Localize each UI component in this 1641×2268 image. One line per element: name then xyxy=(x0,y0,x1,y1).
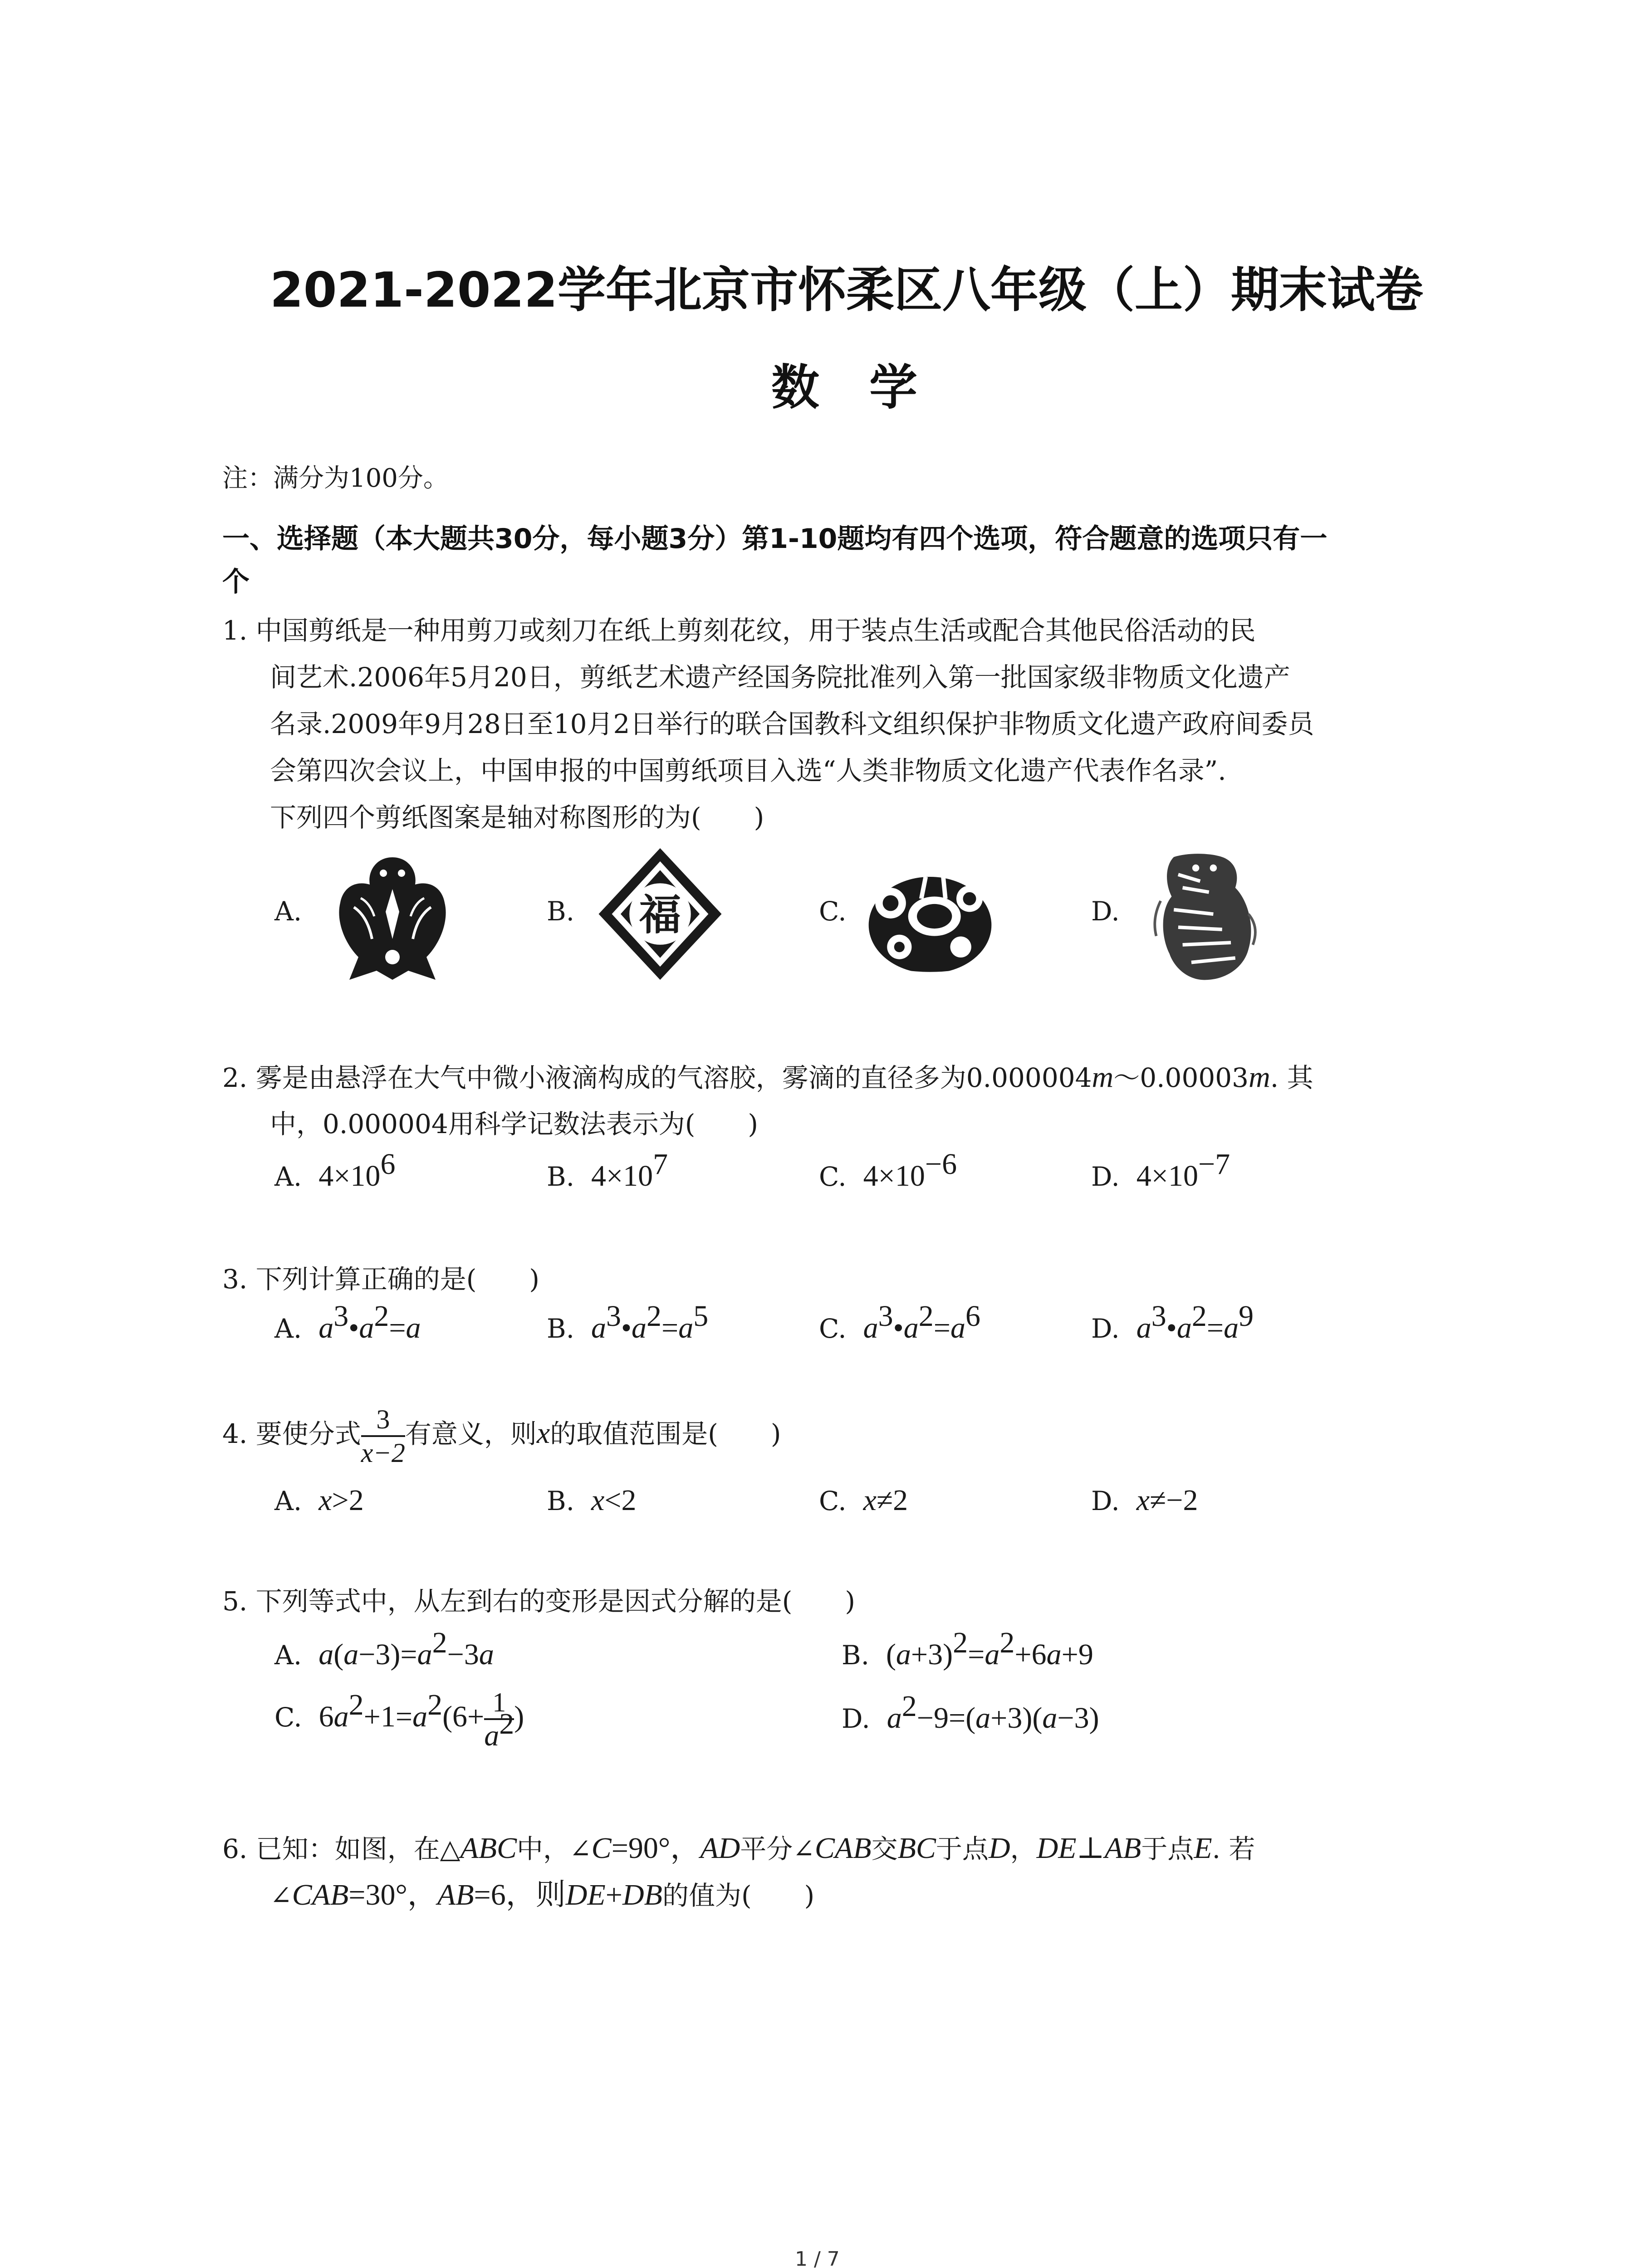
q3-option-a: A. $a^3•a^2=a$ xyxy=(274,1300,421,1344)
page-number: 1 / 7 xyxy=(795,2248,840,2268)
q4-option-c: C. x≠2 xyxy=(819,1484,908,1517)
papercut-flower-rabbit-icon xyxy=(864,848,996,984)
q4-option-b: B. x<2 xyxy=(547,1484,637,1517)
q2-option-a: A. $4\times 10^6$ xyxy=(274,1148,396,1193)
q5-option-d: D. $a^2-9=(a+3)(a-3)$ xyxy=(842,1690,1099,1735)
question-6-line-2: ∠CAB=30°，AB=6，则DE+DB的值为( ) xyxy=(270,1878,815,1911)
subject-title: 数学 xyxy=(771,360,967,415)
question-4-stem: 4. 要使分式 $\frac{3}{x-2}$ 有意义，则x的取值范围是( ) xyxy=(222,1404,781,1468)
question-1-line-5: 下列四个剪纸图案是轴对称图形的为( ) xyxy=(270,802,764,833)
q5-option-c: C. $6a^2+1=a^2(6+$ $\frac{1}{a^2}$ ) xyxy=(274,1687,524,1753)
question-1-line-1: 1. 中国剪纸是一种用剪刀或刻刀在纸上剪刻花纹，用于装点生活或配合其他民俗活动的民 xyxy=(222,615,1256,646)
q4-option-d: D. x≠−2 xyxy=(1091,1484,1198,1517)
section-heading-wrap: 个 xyxy=(222,566,250,598)
q1-option-d-label: D. xyxy=(1091,896,1120,927)
q3-option-b: B. $a^3•a^2=a^5$ xyxy=(547,1300,709,1344)
q1-option-c-label: C. xyxy=(819,896,847,927)
q4-option-a: A. x>2 xyxy=(274,1484,364,1517)
question-3-stem: 3. 下列计算正确的是( ) xyxy=(222,1264,540,1295)
page-title: 2021-2022学年北京市怀柔区八年级（上）期末试卷 xyxy=(270,262,1424,318)
papercut-fu-character: 福 xyxy=(639,890,681,939)
papercut-fu-diamond-icon xyxy=(594,846,726,982)
papercut-tiger-icon xyxy=(1139,848,1270,984)
papercut-bird-icon xyxy=(327,848,458,984)
q2-option-d: D. $4\times 10^{-7}$ xyxy=(1091,1148,1230,1193)
q1-option-a-label: A. xyxy=(274,896,302,927)
question-1-line-4: 会第四次会议上，中国申报的中国剪纸项目入选“人类非物质文化遗产代表作名录”. xyxy=(270,755,1226,786)
q2-option-c: C. $4\times 10^{-6}$ xyxy=(819,1148,957,1193)
question-2-line-1: 2. 雾是由悬浮在大气中微小液滴构成的气溶胶，雾滴的直径多为0.000004m～0.00003m. 其 xyxy=(222,1061,1313,1094)
q2-option-b: B. $4\times 10^7$ xyxy=(547,1148,668,1193)
score-note: 注：满分为100分。 xyxy=(222,464,449,493)
q5-option-b: B. $(a+3)^2=a^2+6a+9$ xyxy=(842,1626,1093,1671)
q4-fraction: $\frac{3}{x-2}$ xyxy=(361,1404,405,1468)
question-1-line-3: 名录.2009年9月28日至10月2日举行的联合国教科文组织保护非物质文化遗产政府间委员 xyxy=(270,709,1314,739)
question-1-line-2: 间艺术.2006年5月20日，剪纸艺术遗产经国务院批准列入第一批国家级非物质文化遗产 xyxy=(270,662,1290,693)
q5-c-fraction: $\frac{1}{a^2}$ xyxy=(484,1687,514,1753)
question-5-stem: 5. 下列等式中，从左到右的变形是因式分解的是( ) xyxy=(222,1586,856,1617)
q3-option-c: C. $a^3•a^2=a^6$ xyxy=(819,1300,980,1344)
q5-option-a: A. $a(a-3)=a^2-3a$ xyxy=(274,1626,494,1671)
section-heading: 一、选择题（本大题共30分，每小题3分）第1-10题均有四个选项，符合题意的选项只有一 xyxy=(222,523,1327,555)
q1-option-b-label: B. xyxy=(547,896,575,927)
question-6-line-1: 6. 已知：如图，在△ABC中，∠C=90°，AD平分∠CAB交BC于点D，DE⊥AB于点E. 若 xyxy=(222,1832,1255,1865)
question-2-line-2: 中，0.000004用科学记数法表示为( ) xyxy=(270,1109,759,1139)
q3-option-d: D. $a^3•a^2=a^9$ xyxy=(1091,1300,1254,1344)
